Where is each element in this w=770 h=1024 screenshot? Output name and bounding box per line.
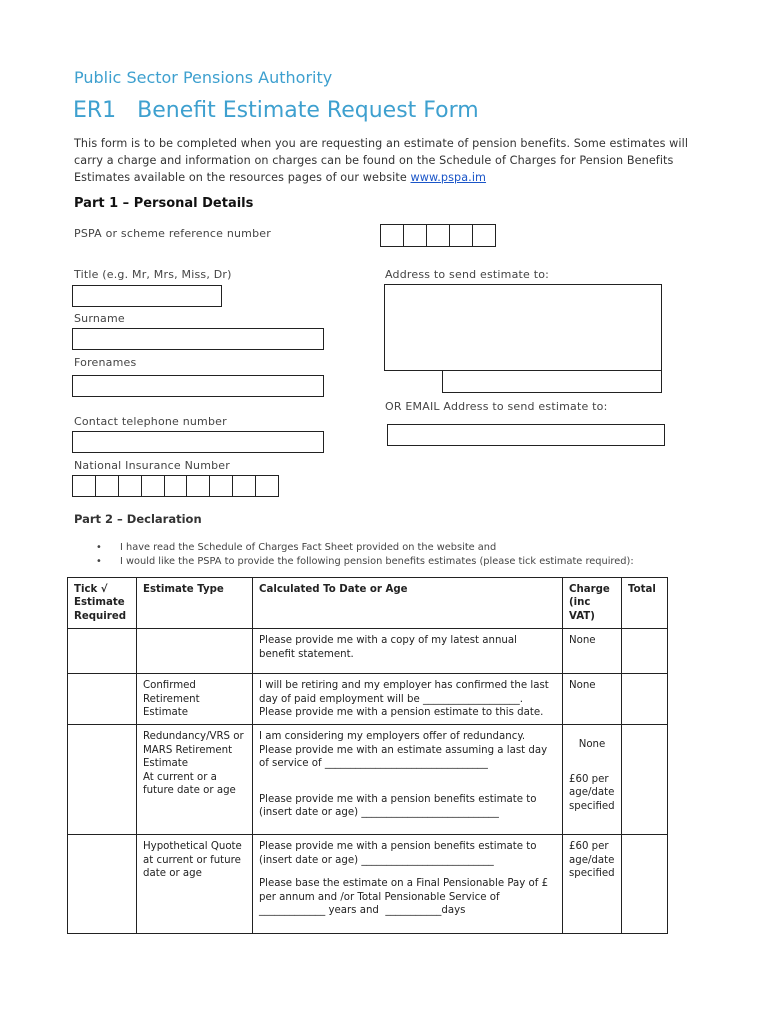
ni-cell[interactable] bbox=[119, 476, 142, 496]
ni-cell[interactable] bbox=[165, 476, 188, 496]
calc-cell-secondary: Please base the estimate on a Final Pensionable Pay of £ per annum and /or Total Pensionable Service of _____________ years and ___________days bbox=[259, 878, 613, 917]
col-header-tick: Tick √ Estimate Required bbox=[68, 578, 137, 629]
part1-heading: Part 1 – Personal Details bbox=[74, 196, 254, 211]
charge-cell: None bbox=[563, 674, 622, 725]
table-row bbox=[68, 674, 668, 725]
ni-cell[interactable] bbox=[96, 476, 119, 496]
ni-cell[interactable] bbox=[210, 476, 233, 496]
part2-heading: Part 2 – Declaration bbox=[74, 512, 202, 526]
tick-cell[interactable] bbox=[68, 674, 137, 725]
charge-cell: £60 per age/date specified bbox=[563, 835, 622, 934]
ni-cell[interactable] bbox=[142, 476, 165, 496]
col-header-calc: Calculated To Date or Age bbox=[253, 578, 563, 629]
intro-text: This form is to be completed when you are requesting an estimate of pension benefits. Some estimates will carry a charge and information on charges can be found on the Schedule of Charges for Pension Benefits Estimates available on the resources pages of our website bbox=[74, 137, 689, 184]
reference-digit-cell[interactable] bbox=[473, 225, 495, 246]
calc-cell: Please provide me with a copy of my latest annual benefit statement. bbox=[253, 629, 563, 674]
page-title bbox=[73, 98, 479, 123]
phone-input[interactable] bbox=[72, 431, 324, 453]
bullet: • bbox=[96, 542, 102, 553]
declaration-list bbox=[96, 541, 634, 568]
reference-digit-cell[interactable] bbox=[427, 225, 450, 246]
tick-cell[interactable] bbox=[68, 835, 137, 934]
surname-label: Surname bbox=[74, 312, 125, 325]
tick-cell[interactable] bbox=[68, 725, 137, 835]
bullet: • bbox=[96, 555, 102, 567]
ni-cell[interactable] bbox=[256, 476, 278, 496]
email-label: OR EMAIL Address to send estimate to: bbox=[385, 400, 608, 413]
calc-cell: Please provide me with a pension benefits estimate to (insert date or age) __________________________ Please base the estimate on a Final Pensionable Pay of £ per annum and /or Total Pensionable Service of _____________ years and ___________days bbox=[253, 835, 563, 934]
intro-paragraph bbox=[74, 135, 694, 186]
type-cell-secondary: At current or a future date or age bbox=[143, 771, 236, 797]
total-cell[interactable] bbox=[622, 629, 668, 674]
reference-number-field[interactable] bbox=[380, 224, 496, 247]
calc-cell-secondary: Please provide me with a pension benefits estimate to (insert date or age) ___________________________ bbox=[259, 793, 537, 819]
total-cell[interactable] bbox=[622, 674, 668, 725]
postcode-input[interactable] bbox=[442, 370, 662, 393]
reference-digit-cell[interactable] bbox=[381, 225, 404, 246]
address-label: Address to send estimate to: bbox=[385, 268, 550, 281]
reference-digit-cell[interactable] bbox=[450, 225, 473, 246]
type-cell bbox=[137, 629, 253, 674]
table-header-row bbox=[68, 578, 668, 629]
reference-digit-cell[interactable] bbox=[404, 225, 427, 246]
form-title: Benefit Estimate Request Form bbox=[137, 98, 479, 123]
tick-cell[interactable] bbox=[68, 629, 137, 674]
ni-label: National Insurance Number bbox=[74, 459, 230, 472]
ni-cell[interactable] bbox=[233, 476, 256, 496]
calc-cell: I will be retiring and my employer has confirmed the last day of paid employment will be ___________________. Please provide me with a pension estimate to this date. bbox=[253, 674, 563, 725]
charge-cell: None £60 per age/date specified bbox=[563, 725, 622, 835]
website-link[interactable]: www.pspa.im bbox=[410, 171, 487, 184]
type-cell: Confirmed Retirement Estimate bbox=[137, 674, 253, 725]
col-header-total: Total bbox=[622, 578, 668, 629]
declaration-item: • I would like the PSPA to provide the following pension benefits estimates (please tick estimate required): bbox=[96, 555, 634, 567]
address-line-2[interactable] bbox=[384, 305, 662, 328]
total-cell[interactable] bbox=[622, 725, 668, 835]
ni-cell[interactable] bbox=[187, 476, 210, 496]
col-header-charge: Charge (inc VAT) bbox=[563, 578, 622, 629]
form-code: ER1 bbox=[73, 98, 117, 123]
ni-cell[interactable] bbox=[73, 476, 96, 496]
address-line-3[interactable] bbox=[384, 327, 662, 350]
forenames-input[interactable] bbox=[72, 375, 324, 397]
forenames-label: Forenames bbox=[74, 356, 137, 369]
title-input[interactable] bbox=[72, 285, 222, 307]
surname-input[interactable] bbox=[72, 328, 324, 350]
reference-label: PSPA or scheme reference number bbox=[74, 227, 271, 240]
total-cell[interactable] bbox=[622, 835, 668, 934]
address-line-1[interactable] bbox=[384, 284, 662, 306]
charge-cell-secondary: £60 per age/date specified bbox=[569, 773, 615, 812]
estimate-table bbox=[67, 577, 668, 934]
table-row bbox=[68, 629, 668, 674]
organisation-name: Public Sector Pensions Authority bbox=[74, 68, 333, 87]
type-cell: Hypothetical Quote at current or future date or age bbox=[137, 835, 253, 934]
table-row bbox=[68, 725, 668, 835]
calc-cell: I am considering my employers offer of redundancy. Please provide me with an estimate assuming a last day of service of ________________________________ Please provide me with a pension benefits estimate to (insert date or age) ___________________________ bbox=[253, 725, 563, 835]
email-input[interactable] bbox=[387, 424, 665, 446]
title-label: Title (e.g. Mr, Mrs, Miss, Dr) bbox=[74, 268, 232, 281]
declaration-item: • I have read the Schedule of Charges Fact Sheet provided on the website and bbox=[96, 542, 497, 553]
charge-cell: None bbox=[563, 629, 622, 674]
type-cell: Redundancy/VRS or MARS Retirement Estimate At current or a future date or age bbox=[137, 725, 253, 835]
col-header-type: Estimate Type bbox=[137, 578, 253, 629]
ni-number-field[interactable] bbox=[72, 475, 279, 497]
table-row bbox=[68, 835, 668, 934]
address-line-4[interactable] bbox=[384, 349, 662, 371]
phone-label: Contact telephone number bbox=[74, 415, 227, 428]
